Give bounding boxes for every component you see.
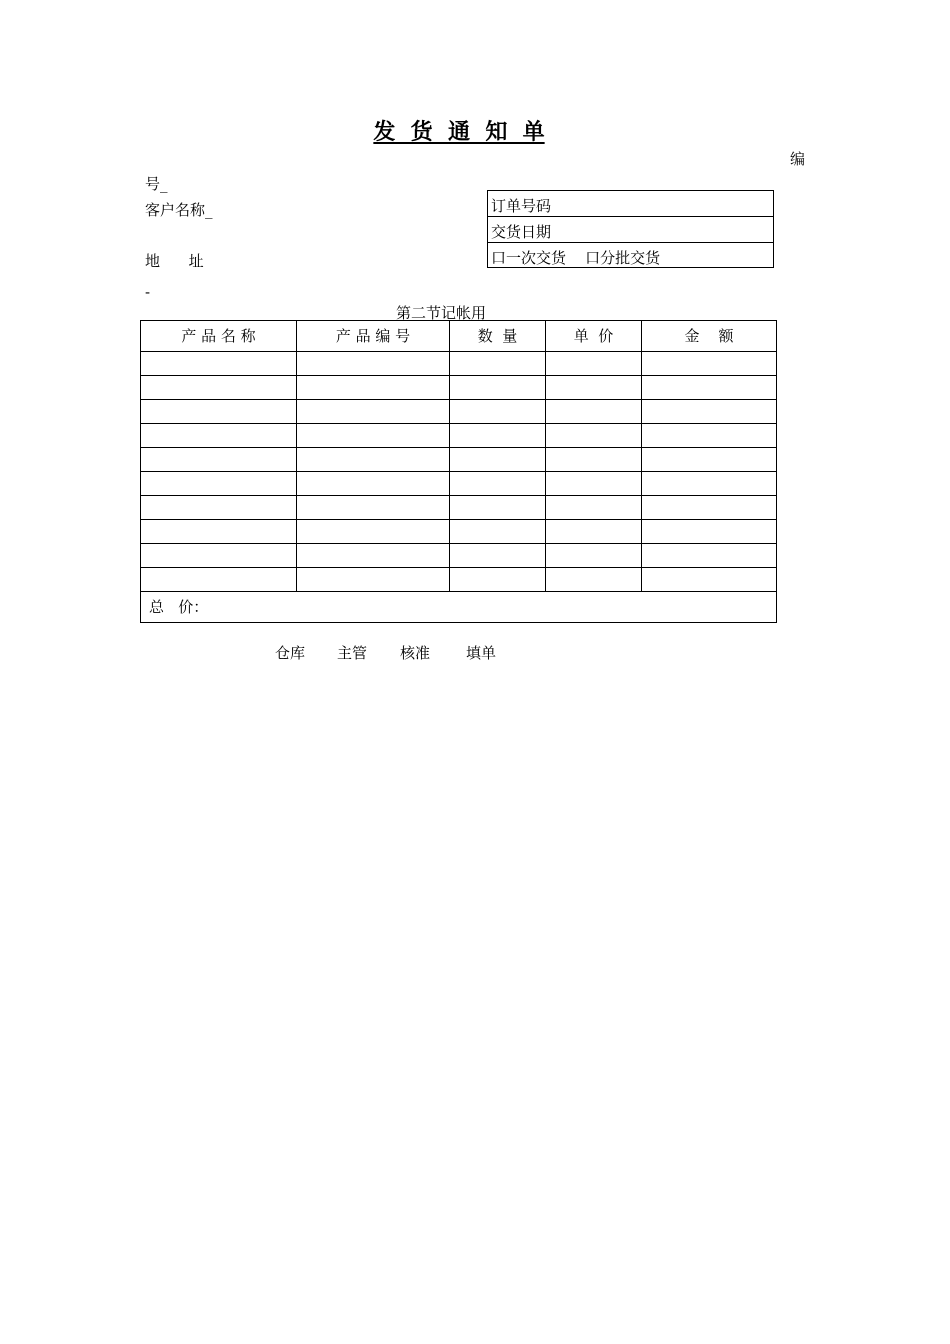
quantity-cell[interactable] — [450, 424, 546, 448]
amount-cell[interactable] — [642, 568, 777, 592]
amount-cell[interactable] — [642, 376, 777, 400]
col-header-quantity: 数 量 — [450, 321, 546, 352]
product-name-cell[interactable] — [141, 448, 297, 472]
product-name-cell[interactable] — [141, 472, 297, 496]
product-code-cell[interactable] — [297, 520, 450, 544]
total-row — [141, 592, 777, 623]
table-row — [141, 424, 777, 448]
quantity-cell[interactable] — [450, 544, 546, 568]
quantity-cell[interactable] — [450, 352, 546, 376]
unit-price-cell[interactable] — [546, 568, 642, 592]
product-code-cell[interactable] — [297, 352, 450, 376]
quantity-cell[interactable] — [450, 400, 546, 424]
product-code-cell[interactable] — [297, 544, 450, 568]
amount-cell[interactable] — [642, 496, 777, 520]
product-name-cell[interactable] — [141, 520, 297, 544]
col-header-unit-price: 单 价 — [546, 321, 642, 352]
product-name-cell[interactable] — [141, 496, 297, 520]
quantity-cell[interactable] — [450, 448, 546, 472]
quantity-cell[interactable] — [450, 472, 546, 496]
amount-cell[interactable] — [642, 520, 777, 544]
serial-label-part1: 编 — [790, 150, 806, 168]
delivery-date-field[interactable]: 交货日期 — [488, 217, 773, 243]
product-name-cell[interactable] — [141, 424, 297, 448]
unit-price-cell[interactable] — [546, 520, 642, 544]
order-number-field[interactable]: 订单号码 — [488, 191, 773, 217]
address-label: 地 址 — [145, 252, 204, 270]
table-row — [141, 544, 777, 568]
table-row — [141, 400, 777, 424]
col-header-product-code: 产 品 编 号 — [297, 321, 450, 352]
product-name-cell[interactable] — [141, 400, 297, 424]
product-code-cell[interactable] — [297, 376, 450, 400]
table-header-row — [141, 321, 777, 352]
amount-cell[interactable] — [642, 352, 777, 376]
table-row — [141, 520, 777, 544]
unit-price-cell[interactable] — [546, 496, 642, 520]
unit-price-cell[interactable] — [546, 400, 642, 424]
signature-warehouse: 仓库 — [275, 644, 306, 662]
product-name-cell[interactable] — [141, 568, 297, 592]
copy-note: 第二节记帐用 — [396, 304, 487, 322]
quantity-cell[interactable] — [450, 496, 546, 520]
unit-price-cell[interactable] — [546, 472, 642, 496]
signature-supervisor: 主管 — [337, 644, 368, 662]
items-table — [140, 320, 777, 623]
table-row — [141, 496, 777, 520]
unit-price-cell[interactable] — [546, 376, 642, 400]
table-row — [141, 568, 777, 592]
product-code-cell[interactable] — [297, 448, 450, 472]
table-row — [141, 352, 777, 376]
table-row — [141, 448, 777, 472]
table-row — [141, 472, 777, 496]
table-row — [141, 376, 777, 400]
col-header-product-name: 产 品 名 称 — [141, 321, 297, 352]
quantity-cell[interactable] — [450, 520, 546, 544]
page-title: 发 货 通 知 单 — [373, 120, 545, 145]
quantity-cell[interactable] — [450, 568, 546, 592]
unit-price-cell[interactable] — [546, 448, 642, 472]
amount-cell[interactable] — [642, 544, 777, 568]
product-code-cell[interactable] — [297, 496, 450, 520]
total-price-label[interactable]: 总 价： — [141, 592, 777, 623]
customer-name-label: 客户名称_ — [145, 201, 213, 219]
quantity-cell[interactable] — [450, 376, 546, 400]
serial-label-part2: 号_ — [145, 175, 168, 193]
product-name-cell[interactable] — [141, 376, 297, 400]
signature-approver: 核准 — [400, 644, 431, 662]
separator-dash: - — [145, 283, 151, 301]
order-info-box — [487, 190, 774, 268]
product-name-cell[interactable] — [141, 352, 297, 376]
col-header-amount: 金 额 — [642, 321, 777, 352]
product-code-cell[interactable] — [297, 568, 450, 592]
unit-price-cell[interactable] — [546, 544, 642, 568]
unit-price-cell[interactable] — [546, 352, 642, 376]
delivery-mode-field[interactable]: 口一次交货 口分批交货 — [491, 249, 661, 267]
signature-filler: 填单 — [466, 644, 497, 662]
unit-price-cell[interactable] — [546, 424, 642, 448]
amount-cell[interactable] — [642, 400, 777, 424]
amount-cell[interactable] — [642, 472, 777, 496]
amount-cell[interactable] — [642, 448, 777, 472]
product-code-cell[interactable] — [297, 400, 450, 424]
product-code-cell[interactable] — [297, 424, 450, 448]
amount-cell[interactable] — [642, 424, 777, 448]
product-code-cell[interactable] — [297, 472, 450, 496]
product-name-cell[interactable] — [141, 544, 297, 568]
